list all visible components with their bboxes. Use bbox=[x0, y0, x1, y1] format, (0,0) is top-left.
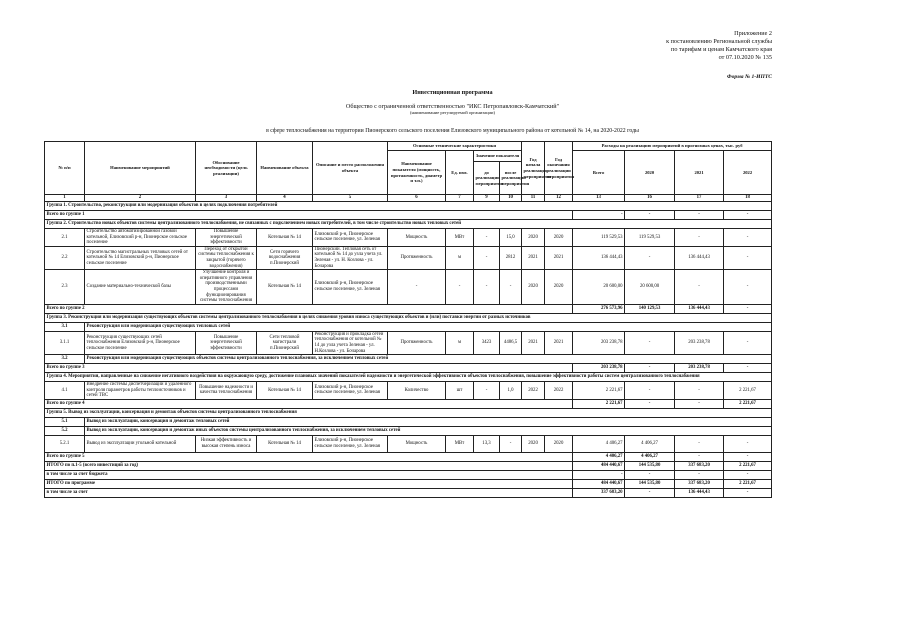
row-end-year: 2022 bbox=[545, 382, 573, 400]
column-index-cell: 16 bbox=[625, 195, 675, 202]
row-start-year: 2022 bbox=[522, 382, 545, 400]
row-end-year: 2020 bbox=[545, 229, 573, 247]
row-end-year: 2021 bbox=[545, 246, 573, 269]
row-name: Вывод из эксплуатации угольной котельной bbox=[85, 435, 196, 452]
row-cost-cell: 4 406,27 bbox=[625, 435, 675, 452]
total-cost-cell: 144 535,80 bbox=[625, 479, 675, 488]
column-index-cell: 12 bbox=[545, 195, 573, 202]
header-value-group: Значение показателя bbox=[474, 151, 522, 162]
header-object: Наименование объекта bbox=[257, 142, 313, 195]
row-object: Котельная № 14 bbox=[257, 270, 313, 305]
row-cost-cell: - bbox=[675, 435, 724, 452]
row-unit: МВт bbox=[446, 229, 474, 247]
row-cost-cell: 2 221,67 bbox=[573, 382, 625, 400]
subgroup-num: 3.2 bbox=[45, 355, 85, 364]
total-label: Всего по группе 5 bbox=[45, 452, 573, 461]
total-cost-cell: - bbox=[724, 364, 772, 373]
total-cost-cell: 136 444,43 bbox=[675, 488, 724, 497]
row-cost-cell: 2 221,67 bbox=[724, 382, 772, 400]
group-row bbox=[45, 313, 772, 322]
total-cost-cell: - bbox=[675, 399, 724, 408]
appendix-line: Приложение 2 bbox=[734, 30, 772, 37]
row-object: Котельная № 14 bbox=[257, 382, 313, 400]
total-cost-cell: - bbox=[675, 211, 724, 220]
row-unit: шт bbox=[446, 382, 474, 400]
row-unit: м bbox=[446, 331, 474, 354]
column-index-cell: 9 bbox=[474, 195, 500, 202]
total-cost-cell: - bbox=[724, 470, 772, 479]
row-cost-cell: 136 444,43 bbox=[675, 246, 724, 269]
total-cost-cell: 140 129,53 bbox=[625, 304, 675, 313]
row-cost-cell: 119 529,53 bbox=[625, 229, 675, 247]
group-title: Группа 2. Строительство новых объектов системы централизованного теплоснабжения, не связанных с подключением новых потребителей, в том числе строительство новых тепловых сетей bbox=[45, 220, 772, 229]
row-location: Пионерский. Тепловая сеть от котельной № 14 до узла учета ул. Зеленая - ул. Н. Козлова - ул. Бочарова bbox=[313, 246, 388, 269]
row-cost-cell: - bbox=[724, 270, 772, 305]
total-cost-cell: 337 683,20 bbox=[675, 461, 724, 470]
subgroup-row bbox=[45, 426, 772, 435]
header-2022: 2022 bbox=[724, 151, 772, 195]
total-cost-cell: - bbox=[573, 211, 625, 220]
table-row bbox=[45, 229, 772, 247]
row-cost-cell: 203 238,78 bbox=[573, 331, 625, 354]
row-num: 4.1 bbox=[45, 382, 85, 400]
table-row bbox=[45, 435, 772, 452]
total-cost-cell: 203 238,78 bbox=[675, 364, 724, 373]
total-row bbox=[45, 304, 772, 313]
table-header bbox=[45, 142, 772, 195]
header-start-year: Год начала реализации мероприятия bbox=[522, 142, 545, 195]
column-index-row bbox=[45, 195, 772, 202]
header-unit: Ед. изм. bbox=[446, 151, 474, 195]
row-start-year: 2020 bbox=[522, 229, 545, 247]
appendix-line: к постановлению Региональной службы bbox=[666, 38, 772, 45]
header-indicator: Наименование показателя (мощность, протяженность, диаметр и т.п.) bbox=[388, 151, 446, 195]
total-label: Всего по группе 3 bbox=[45, 364, 573, 373]
subgroup-title: Вывод из эксплуатации, консервация и демонтаж иных объектов системы централизованного теплоснабжения, за исключением тепловых сетей bbox=[85, 426, 772, 435]
organization-name: Общество с ограниченной ответственностью "ИКС Петропавловск-Камчатский" bbox=[345, 103, 560, 110]
row-justification: Повышение энергетической эффективности bbox=[196, 229, 257, 247]
organization-note: (наименование регулируемой организации) bbox=[409, 110, 496, 115]
header-end-year: Год окончания реализации мероприятия bbox=[545, 142, 573, 195]
row-num: 2.3 bbox=[45, 270, 85, 305]
total-cost-cell: 2 221,67 bbox=[724, 399, 772, 408]
row-cost-cell: - bbox=[625, 246, 675, 269]
total-cost-cell: 276 573,96 bbox=[573, 304, 625, 313]
group-row bbox=[45, 220, 772, 229]
total-cost-cell: - bbox=[625, 364, 675, 373]
row-after: 2812 bbox=[500, 246, 522, 269]
table-row bbox=[45, 331, 772, 354]
row-cost-cell: 119 529,53 bbox=[573, 229, 625, 247]
row-justification: Повышение энергетической эффективности bbox=[196, 331, 257, 354]
group-row bbox=[45, 408, 772, 417]
total-cost-cell: - bbox=[675, 470, 724, 479]
total-cost-cell: - bbox=[675, 452, 724, 461]
row-end-year: 2020 bbox=[545, 270, 573, 305]
row-object: Котельная № 14 bbox=[257, 229, 313, 247]
header-before: до реализации мероприятия bbox=[474, 162, 500, 195]
row-unit: - bbox=[446, 270, 474, 305]
total-label: в том числе за счет бюджета bbox=[45, 470, 573, 479]
row-unit: МВт bbox=[446, 435, 474, 452]
subgroup-num: 5.1 bbox=[45, 417, 85, 426]
total-row bbox=[45, 399, 772, 408]
row-after: - bbox=[500, 270, 522, 305]
row-cost-cell: 136 444,43 bbox=[573, 246, 625, 269]
header-tech-group: Основные технические характеристики bbox=[388, 142, 522, 151]
row-location: Елизовский р-н, Пионерское сельское поселение, ул. Зеленая bbox=[313, 382, 388, 400]
group-row bbox=[45, 202, 772, 211]
table-row bbox=[45, 246, 772, 269]
column-index-cell: 1 bbox=[45, 195, 85, 202]
row-justification: Низкая эффективность и высокая степень износа bbox=[196, 435, 257, 452]
row-indicator: Протяженность bbox=[388, 246, 446, 269]
row-cost-cell: - bbox=[625, 382, 675, 400]
appendix-line: по тарифам и ценам Камчатского края bbox=[671, 46, 772, 53]
table-row bbox=[45, 270, 772, 305]
table-row bbox=[45, 382, 772, 400]
form-number: Форма № 1-ИПТС bbox=[726, 74, 772, 80]
header-num: № п/п bbox=[45, 142, 85, 195]
total-label: в том числе за счет bbox=[45, 488, 573, 497]
total-label: ИТОГО по п.1-5 (всего инвестиций за год) bbox=[45, 461, 573, 470]
row-start-year: 2020 bbox=[522, 270, 545, 305]
row-indicator: Протяженность bbox=[388, 331, 446, 354]
row-before: 13,3 bbox=[474, 435, 500, 452]
group-title: Группа 1. Строительство, реконструкция или модернизация объектов в целях подключения потребителей bbox=[45, 202, 772, 211]
column-index-cell: 7 bbox=[446, 195, 474, 202]
appendix-line: от 07.10.2020 № 135 bbox=[718, 54, 772, 61]
total-cost-cell: - bbox=[724, 488, 772, 497]
total-label: Всего по группе 2 bbox=[45, 304, 573, 313]
row-cost-cell: - bbox=[724, 246, 772, 269]
header-justification: Обоснование необходимости (цель реализации) bbox=[196, 142, 257, 195]
header-total: Всего bbox=[573, 151, 625, 195]
total-cost-cell: 484 440,67 bbox=[573, 479, 625, 488]
total-cost-cell: - bbox=[625, 470, 675, 479]
total-row bbox=[45, 488, 772, 497]
row-cost-cell: - bbox=[724, 331, 772, 354]
header-location: Описание и место расположения объекта bbox=[313, 142, 388, 195]
total-row bbox=[45, 479, 772, 488]
row-cost-cell: 20 600,00 bbox=[573, 270, 625, 305]
total-cost-cell: 4 406,27 bbox=[573, 452, 625, 461]
total-label: Всего по группе 1 bbox=[45, 211, 573, 220]
row-name: Строительство магистральных тепловых сетей от котельной № 14 Елизовский р-н, Пионерское сельское поселение bbox=[85, 246, 196, 269]
header-after: после реализации мероприятия bbox=[500, 162, 522, 195]
total-row bbox=[45, 364, 772, 373]
group-title: Группа 5. Вывод из эксплуатации, консервация и демонтаж объектов системы централизованного теплоснабжения bbox=[45, 408, 772, 417]
column-index-cell: 17 bbox=[675, 195, 724, 202]
subgroup-num: 3.1 bbox=[45, 322, 85, 331]
row-num: 3.1.1 bbox=[45, 331, 85, 354]
subgroup-title: Реконструкция или модернизация существующих тепловых сетей bbox=[85, 322, 772, 331]
column-index-cell: 3 bbox=[196, 195, 257, 202]
total-cost-cell: - bbox=[724, 211, 772, 220]
total-row bbox=[45, 470, 772, 479]
row-num: 2.2 bbox=[45, 246, 85, 269]
row-cost-cell: - bbox=[675, 229, 724, 247]
row-before: - bbox=[474, 270, 500, 305]
total-cost-cell: 484 440,67 bbox=[573, 461, 625, 470]
row-cost-cell: 203 238,78 bbox=[675, 331, 724, 354]
row-justification: Улучшение контроля и оперативного управления производственными процессами функционирования системы теплоснабжения bbox=[196, 270, 257, 305]
row-location: Елизовский р-н, Пионерское сельское поселение, ул. Зеленая bbox=[313, 435, 388, 452]
row-cost-cell: - bbox=[724, 435, 772, 452]
subgroup-title: Вывод из эксплуатации, консервация и демонтаж тепловых сетей bbox=[85, 417, 772, 426]
total-row bbox=[45, 211, 772, 220]
header-2020: 2020 bbox=[625, 151, 675, 195]
total-cost-cell: - bbox=[625, 488, 675, 497]
row-justification: Повышение надежности и качества теплоснабжения bbox=[196, 382, 257, 400]
total-row bbox=[45, 461, 772, 470]
row-indicator: Мощность bbox=[388, 229, 446, 247]
header-name: Наименование мероприятий bbox=[85, 142, 196, 195]
header-costs-group: Расходы на реализацию мероприятий в прогнозных ценах, тыс. руб bbox=[573, 142, 772, 151]
row-cost-cell: - bbox=[724, 229, 772, 247]
row-indicator: Количество bbox=[388, 382, 446, 400]
row-cost-cell: 4 406,27 bbox=[573, 435, 625, 452]
appendix-block bbox=[666, 30, 772, 62]
row-end-year: 2021 bbox=[545, 331, 573, 354]
row-start-year: 2021 bbox=[522, 331, 545, 354]
column-index-cell: 6 bbox=[388, 195, 446, 202]
subgroup-title: Реконструкция или модернизация существующих объектов системы централизованного теплоснабжения, за исключением тепловых сетей bbox=[85, 355, 772, 364]
total-cost-cell: - bbox=[625, 399, 675, 408]
row-name: Строительство автоматизированной газовой котельной, Елизовский р-н, Пионерское сельское поселение bbox=[85, 229, 196, 247]
header-2021: 2021 bbox=[675, 151, 724, 195]
column-index-cell: 13 bbox=[573, 195, 625, 202]
total-row bbox=[45, 452, 772, 461]
column-index-cell: 2 bbox=[85, 195, 196, 202]
row-after: 1,0 bbox=[500, 382, 522, 400]
group-title: Группа 4. Мероприятия, направленные на снижение негативного воздействия на окружающую среду, достижение плановых значений показателей надежности и энергетической эффективности объектов теплоснабжения, повышение эффективности работы систем централизованного теплоснабжения bbox=[45, 373, 772, 382]
row-after: 15,0 bbox=[500, 229, 522, 247]
total-label: ИТОГО по программе bbox=[45, 479, 573, 488]
program-scope: в сфере теплоснабжения на территории Пионерского сельского поселения Елизовского муниципального района от котельной № 14, на 2020-2022 годы bbox=[266, 128, 639, 134]
column-index-cell: 5 bbox=[313, 195, 388, 202]
row-indicator: - bbox=[388, 270, 446, 305]
row-end-year: 2020 bbox=[545, 435, 573, 452]
total-cost-cell: 2 221,67 bbox=[573, 399, 625, 408]
row-location: Елизовский р-н, Пионерское сельское поселение, ул. Зеленая bbox=[313, 270, 388, 305]
row-object: Сети горячего водоснабжения п.Пионерский bbox=[257, 246, 313, 269]
total-cost-cell: 337 683,20 bbox=[675, 479, 724, 488]
row-cost-cell: - bbox=[675, 382, 724, 400]
subgroup-row bbox=[45, 355, 772, 364]
row-start-year: 2021 bbox=[522, 246, 545, 269]
row-num: 2.1 bbox=[45, 229, 85, 247]
row-num: 5.2.1 bbox=[45, 435, 85, 452]
total-cost-cell: - bbox=[724, 452, 772, 461]
subgroup-num: 5.2 bbox=[45, 426, 85, 435]
row-start-year: 2020 bbox=[522, 435, 545, 452]
row-before: 3423 bbox=[474, 331, 500, 354]
column-index-cell: 10 bbox=[500, 195, 522, 202]
total-cost-cell: 337 683,20 bbox=[573, 488, 625, 497]
row-object: Сети тепловой магистрали п.Пионерский bbox=[257, 331, 313, 354]
row-after: - bbox=[500, 435, 522, 452]
row-object: Котельная № 14 bbox=[257, 435, 313, 452]
row-location: Елизовский р-н, Пионерское сельское поселение, ул. Зеленая bbox=[313, 229, 388, 247]
row-justification: Переход от открытой системы теплоснабжения к закрытой (горячего водоснабжения) bbox=[196, 246, 257, 269]
subgroup-row bbox=[45, 417, 772, 426]
row-cost-cell: - bbox=[625, 331, 675, 354]
total-cost-cell: 144 535,80 bbox=[625, 461, 675, 470]
row-name: Внедрение системы диспетчеризации и удаленного контроля параметров работы теплоисточников и сетей ТВС bbox=[85, 382, 196, 400]
row-before: - bbox=[474, 382, 500, 400]
column-index-cell: 11 bbox=[522, 195, 545, 202]
total-cost-cell: 136 444,43 bbox=[675, 304, 724, 313]
row-cost-cell: - bbox=[675, 270, 724, 305]
total-cost-cell: - bbox=[625, 211, 675, 220]
investment-table bbox=[44, 141, 772, 498]
row-before: - bbox=[474, 246, 500, 269]
group-title: Группа 3. Реконструкция или модернизация существующих объектов системы централизованного теплоснабжения в целях снижения уровня износа существующих объектов и (или) поставки энергии от разных источников bbox=[45, 313, 772, 322]
row-indicator: Мощность bbox=[388, 435, 446, 452]
total-cost-cell: - bbox=[724, 304, 772, 313]
row-name: Создание материально-технической базы bbox=[85, 270, 196, 305]
row-before: - bbox=[474, 229, 500, 247]
total-cost-cell: 2 221,67 bbox=[724, 461, 772, 470]
row-unit: м bbox=[446, 246, 474, 269]
column-index-cell: 18 bbox=[724, 195, 772, 202]
total-cost-cell: 2 221,67 bbox=[724, 479, 772, 488]
table-body bbox=[45, 195, 772, 498]
total-cost-cell: - bbox=[573, 470, 625, 479]
total-cost-cell: 203 238,78 bbox=[573, 364, 625, 373]
row-location: Реконструкция и прокладка сетей теплоснабжения от котельной № 14 до узла учета Зеленая - ул. Н.Козлова - ул. Бочарова bbox=[313, 331, 388, 354]
group-row bbox=[45, 373, 772, 382]
row-after: 4486,5 bbox=[500, 331, 522, 354]
total-cost-cell: 4 406,27 bbox=[625, 452, 675, 461]
document-title: Инвестиционная программа bbox=[412, 89, 493, 96]
row-name: Реконструкция существующих сетей теплоснабжения Елизовский р-н, Пионерское сельское поселение bbox=[85, 331, 196, 354]
row-cost-cell: 20 600,00 bbox=[625, 270, 675, 305]
subgroup-row bbox=[45, 322, 772, 331]
column-index-cell: 4 bbox=[257, 195, 313, 202]
total-label: Всего по группе 4 bbox=[45, 399, 573, 408]
